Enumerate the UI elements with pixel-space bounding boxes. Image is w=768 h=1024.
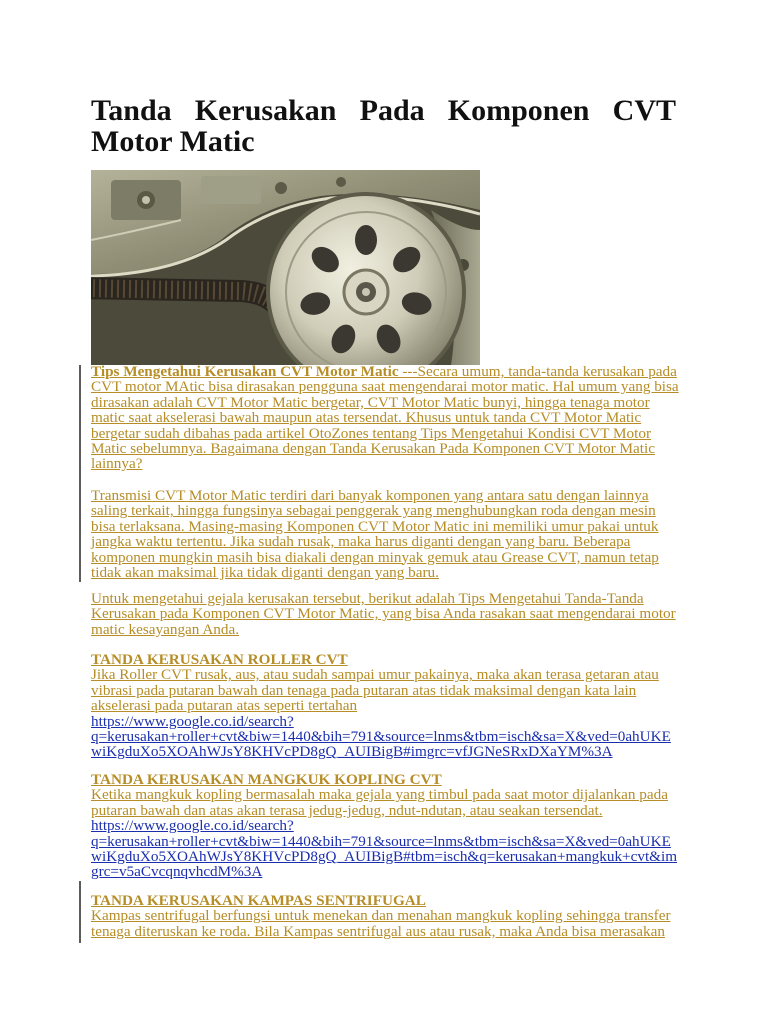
paragraph-line: saling terkait, hingga fungsinya sebagai penggerak yang menghubungkan roda dengan mesin (91, 502, 656, 520)
paragraph-line: vibrasi pada putaran bawah dan tenaga pada putaran atas tidak maksimal dengan kata lain (91, 681, 637, 699)
cvt-pulley-photo-icon (91, 170, 480, 365)
paragraph-line: Jika Roller CVT rusak, aus, atau sudah sampai umur pakainya, maka akan terasa getaran atau (91, 666, 659, 684)
paragraph-line: matic kesayangan Anda. (91, 620, 240, 638)
paragraph-line: Transmisi CVT Motor Matic terdiri dari banyak komponen yang antara satu dengan lainnya (91, 487, 649, 504)
paragraph-line: Kampas sentrifugal berfungsi untuk menekan dan menahan mangkuk kopling sehingga transfer (91, 907, 671, 925)
image-search-link[interactable] (91, 714, 711, 760)
paragraph-line: bisa terlaksana. Masing-masing Komponen CVT Motor Matic ini memiliki umur pakai untuk (91, 517, 659, 535)
paragraph-line: dirasakan adalah CVT Motor Matic bergetar, CVT Motor Matic bunyi, hingga tenaga motor (91, 393, 650, 411)
paragraph-line: Kerusakan pada Komponen CVT Motor Matic, yang bisa Anda rasakan saat mengendarai motor (91, 605, 676, 623)
symptoms-intro-paragraph (91, 591, 711, 637)
link-line[interactable]: wiKgduXo5XOAhWJsY8KHVcPD8gQ_AUIBigB#imgrc=vfJGNeSRxDXaYM%3A (91, 743, 613, 761)
section-heading: TANDA KERUSAKAN ROLLER CVT (91, 651, 348, 668)
paragraph-left-border (79, 881, 81, 943)
paragraph-line: bergetar sudah dibahas pada artikel OtoZones tentang Tips Mengetahui Kondisi CVT Motor (91, 424, 652, 442)
paragraph-line: jangka waktu tertentu. Jika sudah rusak, maka harus diganti dengan yang baru. Beberapa (91, 533, 631, 551)
paragraph-line: Matic sebelumnya. Bagaimana dengan Tanda Kerusakan Pada Komponen CVT Motor Matic (91, 439, 655, 457)
article-image (91, 170, 480, 365)
image-search-link[interactable] (91, 818, 711, 880)
link-line[interactable]: q=kerusakan+roller+cvt&biw=1440&bih=791&source=lnms&tbm=isch&sa=X&ved=0ahUKE (91, 727, 671, 745)
paragraph-line: tenaga diteruskan ke roda. Bila Kampas sentrifugal aus atau rusak, maka Anda bisa merasakan (91, 922, 665, 940)
paragraph-line: Ketika mangkuk kopling bermasalah maka gejala yang timbul pada saat motor dijalankan pada (91, 786, 668, 804)
paragraph-line: putaran bawah dan atas akan terasa jedug-jedug, ndut-ndutan, atau seakan tersendat. (91, 801, 603, 819)
paragraph-line (91, 364, 711, 379)
section-heading: TANDA KERUSAKAN MANGKUK KOPLING CVT (91, 771, 442, 788)
paragraph-line: matic saat akselerasi bawah maupun atas tersendat. Khusus untuk tanda CVT Motor Matic (91, 409, 642, 427)
transmission-paragraph (91, 488, 711, 580)
paragraph-line: CVT motor MAtic bisa dirasakan pengguna saat mengendarai motor matic. Hal umum yang bisa (91, 378, 679, 396)
paragraph-line: akselerasi pada putaran atas seperti tertahan (91, 697, 358, 715)
link-line[interactable]: grc=v5aCvcqnqvhcdM%3A (91, 863, 263, 881)
link-line[interactable]: https://www.google.co.id/search? (91, 712, 294, 730)
link-line[interactable]: q=kerusakan+roller+cvt&biw=1440&bih=791&source=lnms&tbm=isch&sa=X&ved=0ahUKE (91, 832, 671, 850)
article-title: Tanda Kerusakan Pada Komponen CVT Motor Matic (91, 94, 676, 158)
intro-lead: Tips Mengetahui Kerusakan CVT Motor Matic (91, 363, 399, 380)
intro-first-line-text: ---Secara umum, tanda-tanda kerusakan pada (402, 363, 677, 380)
paragraph-line: Untuk mengetahui gejala kerusakan tersebut, berikut adalah Tips Mengetahui Tanda-Tanda (91, 590, 644, 607)
paragraph-line: komponen mungkin masih bisa diakali dengan minyak gemuk atau Grease CVT, namun tetap (91, 548, 659, 566)
section-heading: TANDA KERUSAKAN KAMPAS SENTRIFUGAL (91, 892, 426, 909)
section-roller (91, 652, 711, 760)
section-clutch-bell (91, 772, 711, 880)
paragraph-line: tidak akan maksimal jika tidak diganti dengan yang baru. (91, 563, 439, 581)
paragraph-line: lainnya? (91, 455, 143, 473)
intro-paragraph (91, 364, 711, 472)
section-centrifugal-clutch (91, 893, 711, 939)
link-line[interactable]: wiKgduXo5XOAhWJsY8KHVcPD8gQ_AUIBigB#tbm=isch&q=kerusakan+mangkuk+cvt&im (91, 847, 678, 865)
paragraph-left-border (79, 365, 81, 582)
link-line[interactable]: https://www.google.co.id/search? (91, 817, 294, 835)
